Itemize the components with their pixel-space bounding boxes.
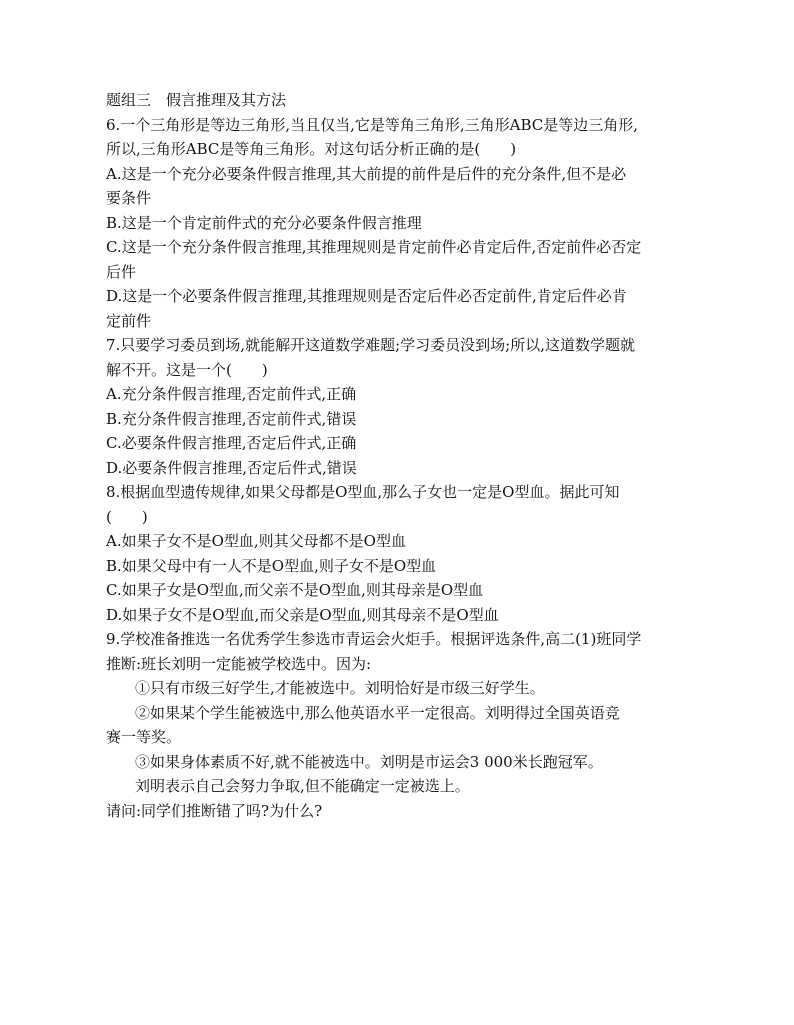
question-6-option-a-line-2: 要条件	[106, 189, 152, 207]
question-6-option-d-line-1: D.这是一个必要条件假言推理,其推理规则是否定后件必否定前件,肯定后件必肯	[106, 287, 627, 305]
question-8-stem-line-1: 8.根据血型遗传规律,如果父母都是O型血,那么子女也一定是O型血。据此可知	[106, 483, 620, 501]
question-9-statement: 刘明表示自己会努力争取,但不能确定一定被选上。	[135, 777, 470, 795]
question-7-option-a: A.充分条件假言推理,否定前件式,正确	[106, 385, 357, 403]
question-6-option-b: B.这是一个肯定前件式的充分必要条件假言推理	[106, 213, 422, 232]
question-9-stem-line-1: 9.学校准备推选一名优秀学生参选市青运会火炬手。根据评选条件,高二(1)班同学	[106, 630, 642, 648]
question-7-stem-line-1: 7.只要学习委员到场,就能解开这道数学难题;学习委员没到场;所以,这道数学题就	[106, 336, 635, 354]
question-9-prompt: 请问:同学们推断错了吗?为什么?	[106, 801, 323, 820]
question-8-stem-line-2: ( )	[106, 507, 148, 526]
section-title: 题组三 假言推理及其方法	[106, 91, 287, 109]
question-8-option-d: D.如果子女不是O型血,而父亲是O型血,则其母亲不是O型血	[106, 605, 499, 624]
question-9-premise-2-line-1: ②如果某个学生能被选中,那么他英语水平一定很高。刘明得过全国英语竞	[135, 703, 620, 722]
question-6-option-d-line-2: 定前件	[106, 311, 152, 330]
question-6-option-c-line-1: C.这是一个充分条件假言推理,其推理规则是肯定前件必肯定后件,否定前件必否定	[106, 238, 642, 256]
question-7-option-b: B.充分条件假言推理,否定前件式,错误	[106, 409, 357, 428]
question-6-stem-line-2: 所以,三角形ABC是等角三角形。对这句话分析正确的是( )	[106, 140, 517, 158]
question-6-stem-line-1: 6.一个三角形是等边三角形,当且仅当,它是等角三角形,三角形ABC是等边三角形,	[106, 115, 638, 134]
question-7-option-d: D.必要条件假言推理,否定后件式,错误	[106, 458, 357, 477]
question-7-option-c: C.必要条件假言推理,否定后件式,正确	[106, 434, 357, 452]
question-6-option-c-line-2: 后件	[106, 262, 137, 281]
question-7-stem-line-2: 解不开。这是一个( )	[106, 360, 268, 379]
question-9-stem-line-2: 推断:班长刘明一定能被学校选中。因为:	[106, 654, 372, 673]
question-8-option-b: B.如果父母中有一人不是O型血,则子女不是O型血	[106, 556, 437, 575]
question-8-option-c: C.如果子女是O型血,而父亲不是O型血,则其母亲是O型血	[106, 581, 484, 599]
question-8-option-a: A.如果子女不是O型血,则其父母都不是O型血	[106, 532, 406, 550]
question-9-premise-2-line-2: 赛一等奖。	[106, 728, 182, 746]
question-9-premise-3: ③如果身体素质不好,就不能被选中。刘明是市运会3 000米长跑冠军。	[135, 752, 603, 771]
question-6-option-a-line-1: A.这是一个充分必要条件假言推理,其大前提的前件是后件的充分条件,但不是必	[106, 164, 627, 183]
question-9-premise-1: ①只有市级三好学生,才能被选中。刘明恰好是市级三好学生。	[135, 679, 545, 697]
document-page	[106, 88, 696, 823]
